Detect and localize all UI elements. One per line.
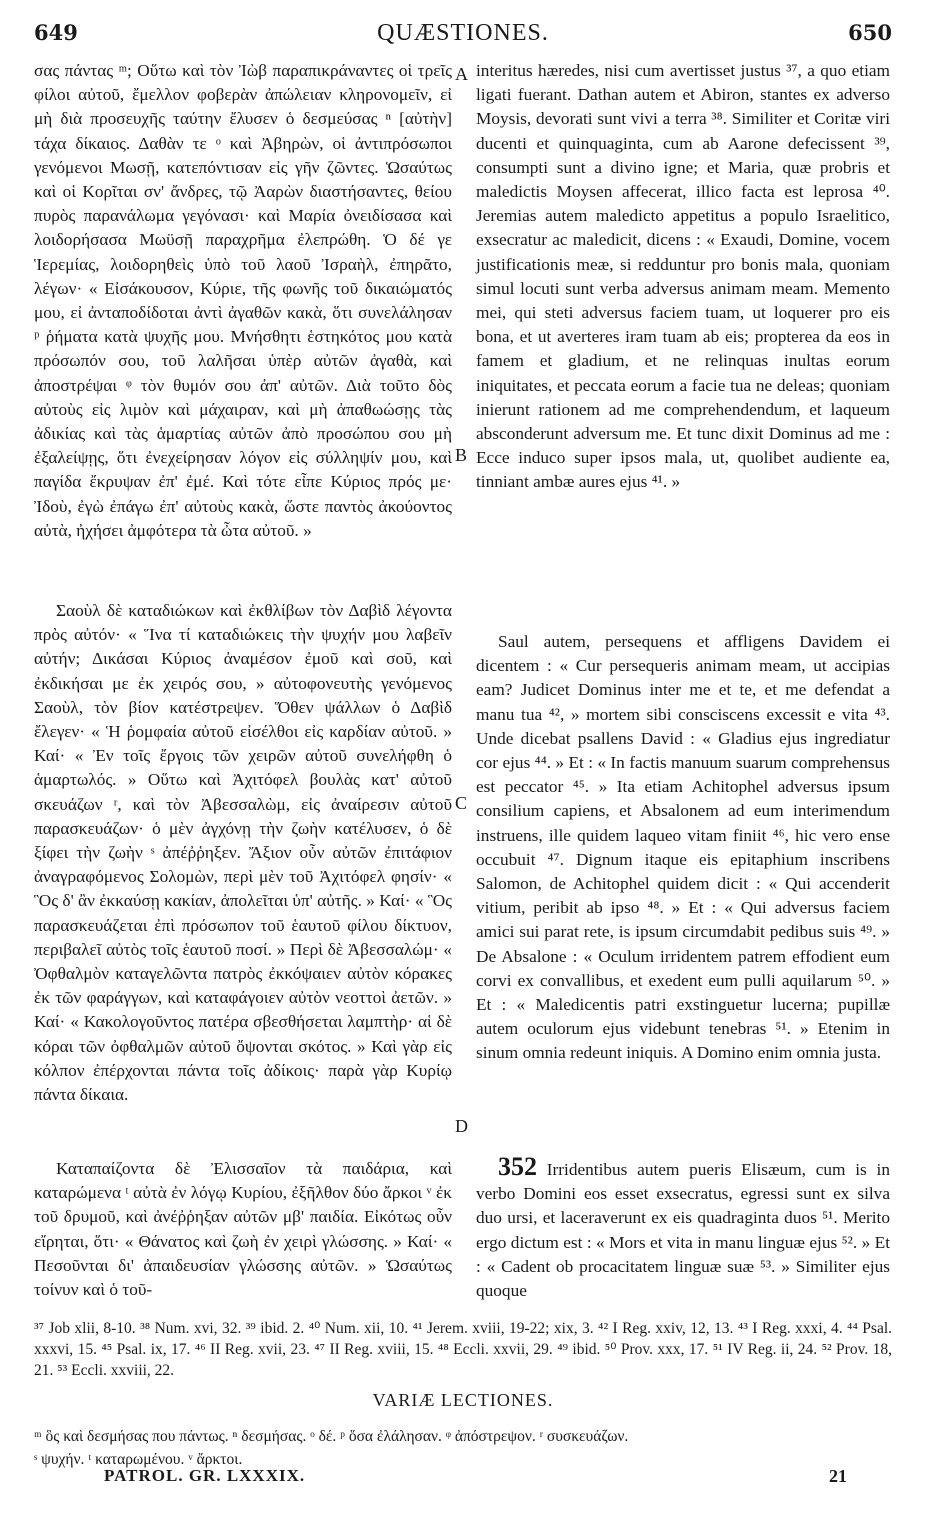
page-header: [34, 20, 892, 60]
latin-paragraph: interitus hæredes, nisi cum avertisset justus ³⁷, a quo etiam ligati fuerant. Dathan autem et Abiron, stantes ex adverso Moysis, devorati sunt vivi a terra ³⁸. Similiter et Coritæ viri ducenti et quinquaginta, cum ab Aarone defecissent ³⁹, consumpti sunt a divino igne; et Maria, quæ probris et maledictis Moysen affecerat, illico facta est leprosa ⁴⁰. Jeremias autem maledicto appetitus a populo Israelitico, exsecratur ac maledicit, dicens : « Exaudi, Domine, vocem justificationis meæ, si redduntur pro bonis mala, quoniam simul locuti sunt verba adversus animam meam. Memento mei, qui steti adversus faciem tuam, ut loquerer pro eis bona, et ut averteres iram tuam ab eis; propterea da eos in famem et gladium, et ne relinquas inultas eorum iniquitates, et peccata eorum a facie tua ne deleas; quoniam inierunt rationem ad me comprehendendum, et laqueum absconderunt adversum me. Et tunc dixit Dominus ad me : Ecce induco super ipsos mala, ut, quolibet audiente ea, tinniant ambæ aures ejus ⁴¹. »: [476, 61, 890, 492]
greek-column-block-1: [34, 59, 452, 609]
latin-paragraph-text: Irridentibus autem pueris Elisæum, cum is in verbo Domini eos esset exsecratus, egressi sunt ex silva duo ursi, et laceraverunt ex eis quadraginta duos ⁵¹. Merito ergo dictum est : « Mors et vita in manu linguæ ejus ⁵². » Et : « Cadent ob procacitatem linguæ suæ ⁵³. » Similiter ejus quoque: [476, 1160, 890, 1301]
greek-column-block-3: [34, 1157, 452, 1337]
greek-paragraph: Σαοὺλ δὲ καταδιώκων καὶ ἐκθλίβων τὸν Δαβὶδ λέγοντα πρὸς αὐτόν· « Ἵνα τί καταδιώκεις τὴν ψυχήν μου λαβεῖν αὐτήν; Δικάσαι Κύριος ἀναμέσον ἐμοῦ καὶ σοῦ, καὶ ἐκδικήσαι με ἐκ χειρός σου, » αὐτοφονευτὴς γενόμενος Σαοὺλ, τὸν βίον κατέστρεψεν. Ὅθεν ψάλλων ὁ Δαβὶδ ἔλεγεν· « Ἡ ῥομφαία αὐτοῦ εἰσέλθοι εἰς καρδίαν αὐτοῦ. » Καί· « Ἐν τοῖς ἔργοις τῶν χειρῶν αὐτοῦ συνελήφθη ὁ ἁμαρτωλός. » Οὕτω καὶ Ἀχιτόφελ βουλὰς κατ' αὐτοῦ σκευάζων ʳ, καὶ τὸν Ἀβεσσαλὼμ, εἰς ἀναίρεσιν αὐτοῦ παρασκευάζων· ὁ μὲν ἀγχόνῃ τὴν ζωὴν κατέλυσεν, ὁ δὲ ξίφει τὴν ζωὴν ˢ ἀπέῤῥηξεν. Ἄξιον οὖν αὐτῶν ἐπιτάφιον ἀναγραφόμενος Σολομὼν, περὶ μὲν τοῦ Ἀχιτόφελ φησίν· « Ὃς δ' ἂν ἐκκαύσῃ κακίαν, ἀπολεῖται ὑπ' αὐτῆς. » Καί· « Ὃς παρασκευάζεται ἐπὶ πρόσωπον τοῦ ἑαυτοῦ φίλου δίκτυον, περιβαλεῖ αὐτὸς τοῖς ἑαυτοῦ ποσί. » Περὶ δὲ Ἀβεσσαλώμ· « Ὀφθαλμὸν καταγελῶντα πατρὸς ἐκκόψαιεν αὐτὸν κόρακες ἐκ τῶν φαράγγων, καὶ καταφάγοιεν αὐτὸν νεοττοὶ ἀετῶν. » Καί· « Κακολογοῦντος πατέρα σβεσθήσεται λαμπτὴρ· αἱ δὲ κόραι τῶν ὀφθαλμῶν αὐτοῦ ὄψονται σκότος. » Καὶ γὰρ εἰς κόλπον ἐπέρχονται πάντα τοῖς ἀδίκοις· παρὰ γὰρ Κυρίῳ πάντα δίκαια.: [34, 601, 452, 1105]
page-number-left: 649: [34, 20, 78, 45]
variant-line: ᵐ ὃς καὶ δεσμήσας που πάντως. ⁿ δεσμήσας. ᵒ δέ. ᵖ ὅσα ἐλάλησαν. ᵠ ἀπόστρεψον. ʳ συσκευάζων.: [34, 1428, 629, 1445]
margin-marker-d: D: [455, 1116, 468, 1136]
page-number-right: 650: [848, 20, 892, 45]
scripture-references: ³⁷ Job xlii, 8-10. ³⁸ Num. xvi, 32. ³⁹ ibid. 2. ⁴⁰ Num. xii, 10. ⁴¹ Jerem. xviii, 19-22; xix, 3. ⁴² I Reg. xxiv, 12, 13. ⁴³ I Reg. xxxi, 4. ⁴⁴ Psal. xxxvi, 15. ⁴⁵ Psal. ix, 17. ⁴⁶ II Reg. xvii, 23. ⁴⁷ II Reg. xviii, 15. ⁴⁸ Eccli. xxvii, 29. ⁴⁹ ibid. ⁵⁰ Prov. xxx, 17. ⁵¹ IV Reg. ii, 24. ⁵² Prov. 18, 21. ⁵³ Eccli. xxviii, 22.: [34, 1320, 892, 1379]
latin-paragraph: Saul autem, persequens et affligens Davidem ei dicentem : « Cur persequeris animam meam, ut accipias eam? Judicet Dominus inter me et te, et me defendat a manu tua ⁴², » mortem sibi consciscens excessit e vita ⁴³. Unde dicebat psallens David : « Gladius ejus ingrediatur cor ejus ⁴⁴. » Et : « In factis manuum suarum comprehensus est peccator ⁴⁵. » Ita etiam Achitophel adversus ipsum consilium capiens, et Absalonem ad eum interimendum instruens, ille quidem laqueo vitam finiit ⁴⁶, hic vero ense occubuit ⁴⁷. Dignum itaque eis epitaphium inscribens Salomon, de Achitophel quidem dicit : « Qui accenderit vitium, peribit ab ipso ⁴⁸. » Et : « Qui adversus faciem amici sui parat rete, is ipsum circumdabit pedibus suis ⁴⁹. » De Absalone : « Oculum irridentem patrem effodient eum corvi ex convallibus, et exedent eum pulli aquilarum ⁵⁰. » Et : « Maledicentis patri exstinguetur lucerna; pupillæ autem oculorum ejus videbunt tenebras ⁵¹. » Etenim in sinum omnia redeunt iniquis. A Domino enim omnia justa.: [476, 632, 890, 1063]
latin-column-block-3: [476, 1152, 890, 1337]
latin-column-block-1: [476, 59, 890, 579]
variae-lectiones: [34, 1425, 894, 1471]
greek-paragraph: σας πάντας ᵐ; Οὕτω καὶ τὸν Ἰὼβ παραπικράναντες οἱ τρεῖς φίλοι αὐτοῦ, ἔμελλον φοβερὰν ἀπώλειαν κληρονομεῖν, εἰ μὴ διὰ προσευχῆς ταύτην ἔλυσεν ὁ δεσμεύσας ⁿ [αὐτὴν] τάχα δίκαιος. Δαθὰν τε ᵒ καὶ Ἀβηρὼν, οἱ ἀντιπρόσωποι γενόμενοι Μωσῇ, κατεπόντισαν εἰς γῆν ζῶντες. Ὡσαύτως καὶ οἱ Κορῖται σν' ἄνδρες, τῷ Ἀαρὼν διαστήσαντες, θείου πυρὸς παρανάλωμα γεγόνασι· καὶ Μαρία ὀνειδίσασα καὶ λοιδορήσασα Μωϋσῇ παραχρῆμα ἐλεπρώθη. Ὁ δέ γε Ἱερεμίας, λοιδορηθεὶς ὑπὸ τοῦ λαοῦ Ἰσραὴλ, ἐπηρᾶτο, λέγων· « Εἰσάκουσον, Κύριε, τῆς φωνῆς τοῦ δικαιώματός μου, εἰ ἀνταποδίδοται ἀντὶ ἀγαθῶν κακὰ, ὅτι συνελάλησαν ᵖ ῥήματα κατὰ ψυχῆς μου. Μνήσθητι ἑστηκότος μου κατὰ πρόσωπόν σου, τοῦ λαλῆσαι ὑπὲρ αὐτῶν ἀγαθὰ, καὶ ἀποστρέψαι ᵠ τὸν θυμόν σου ἀπ' αὐτῶν. Διὰ τοῦτο δὸς αὐτοὺς εἰς λιμὸν καὶ μάχαιραν, καὶ μὴ ἀπαθωώσῃς τὰς ἀδικίας καὶ τὰς ἁμαρτίας αὐτῶν ἀπὸ προσώπου σου μὴ ἐξαλείψῃς, ὅτι ἐνεχείρησαν λόγον εἰς σύλληψίν μου, καὶ παγίδα ἔκρυψαν ἐπ' ἐμέ. Καὶ τότε εἶπε Κύριος πρός με· Ἰδοὺ, ἐγὼ ἐπάγω ἐπ' αὐτοὺς κακὰ, ὥστε παντὸς ἀκούοντος αὐτὰ, ἠχήσει ἀμφότερα τὰ ὦτα αὐτοῦ. »: [34, 61, 452, 540]
signature-number: 21: [829, 1466, 847, 1486]
series-volume: PATROL. GR. LXXXIX.: [104, 1466, 306, 1485]
greek-column-block-2: [34, 599, 452, 1199]
variae-lectiones-heading: VARIÆ LECTIONES.: [372, 1390, 554, 1410]
section-number: 352: [498, 1152, 537, 1181]
latin-paragraph-352: [476, 1152, 890, 1303]
margin-marker-b: B: [455, 445, 468, 465]
margin-marker-c: C: [455, 793, 468, 813]
variant-line: ˢ ψυχήν. ᵗ καταρωμένου. ᵛ ἄρκτοι.: [34, 1451, 243, 1468]
greek-paragraph: Καταπαίζοντα δὲ Ἐλισσαῖον τὰ παιδάρια, καὶ καταρώμενα ᵗ αὐτὰ ἐν λόγῳ Κυρίου, ἐξῆλθον δύο ἄρκοι ᵛ ἐκ τοῦ δρυμοῦ, καὶ ἀνέῤῥηξαν αὐτῶν μβ' παιδία. Εἰκότως οὖν εἴρηται, ὅτι· « Θάνατος καὶ ζωὴ ἐν χειρὶ γλώσσης. » Καί· « Πεσοῦνται δι' ἀπαιδευσίαν γλώσσης αὐτῶν. » Ὡσαύτως τοίνυν καὶ ὁ τοῦ-: [34, 1159, 452, 1300]
page-footer: [34, 1466, 892, 1494]
latin-column-block-2: [476, 630, 890, 1110]
running-title: QUÆSTIONES.: [377, 20, 549, 46]
margin-marker-a: A: [455, 64, 468, 84]
